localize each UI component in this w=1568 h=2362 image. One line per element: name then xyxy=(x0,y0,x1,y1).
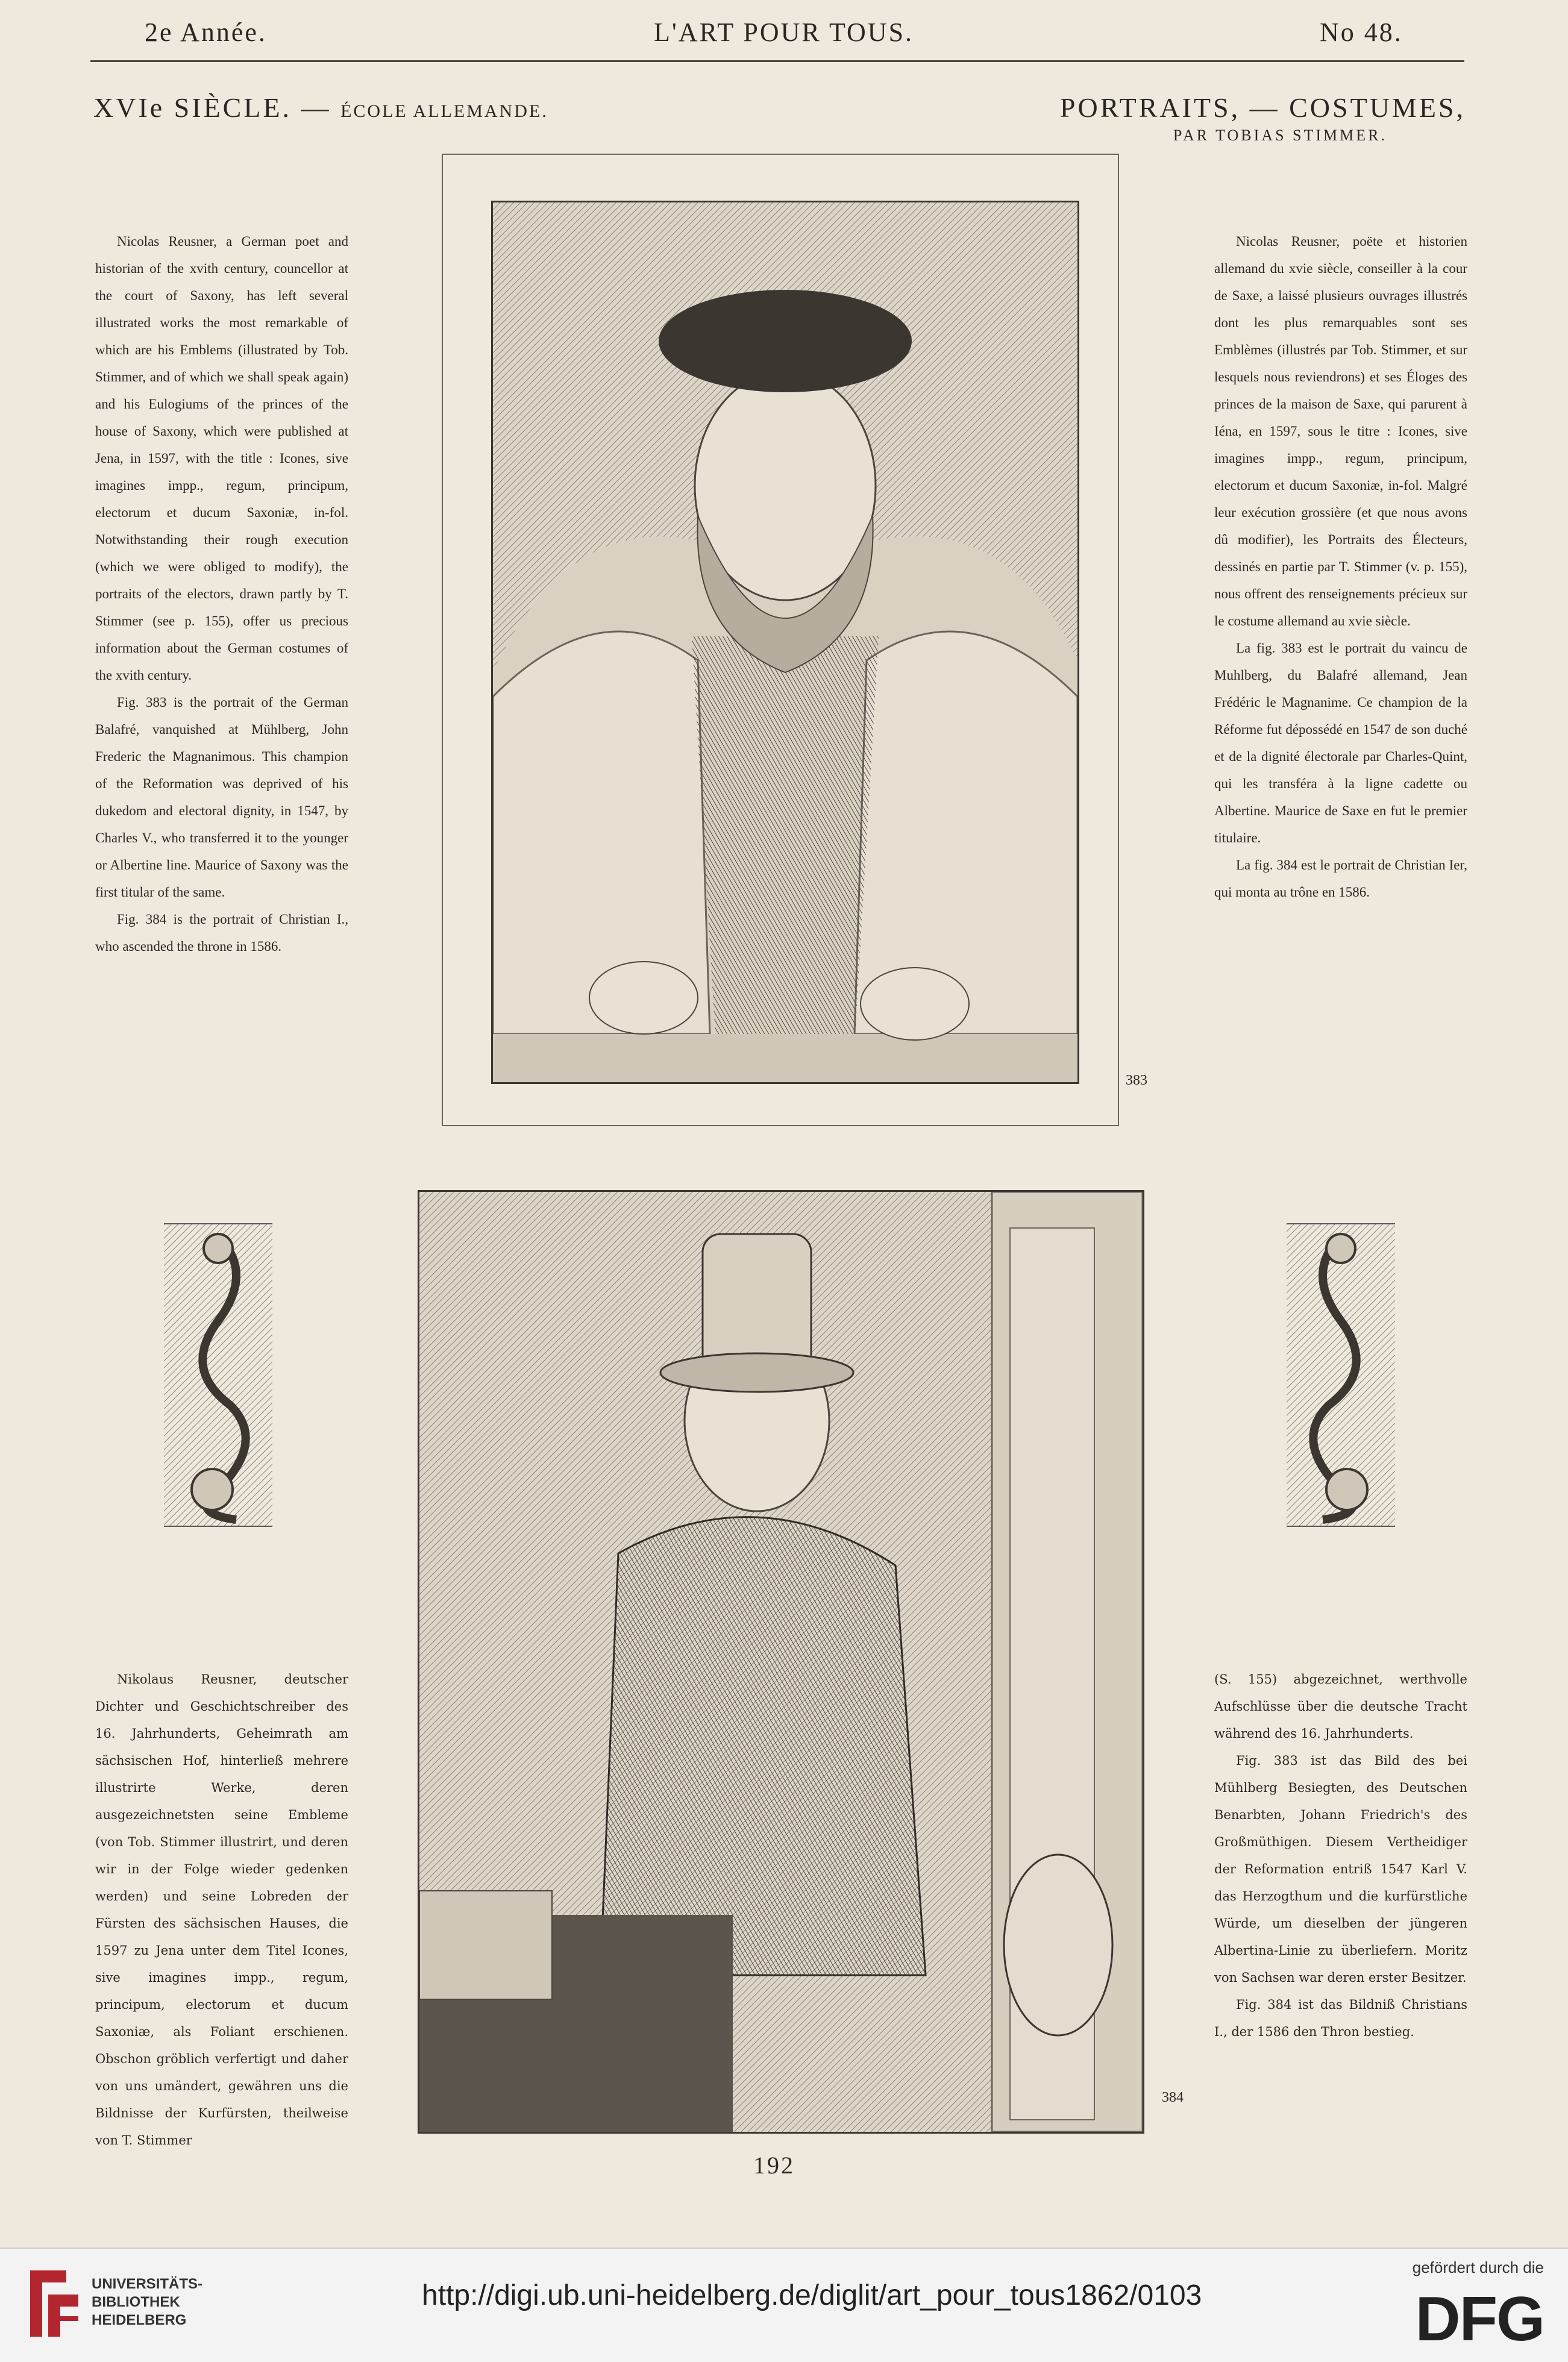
english-para: Fig. 384 is the portrait of Christian I., who ascended the throne in 1586. xyxy=(95,912,348,954)
section-byline: PAR TOBIAS STIMMER. xyxy=(1173,127,1387,144)
section-left-main: XVIe SIÈCLE. — xyxy=(93,92,331,123)
source-url-link[interactable]: http://digi.ub.uni-heidelberg.de/diglit/art_pour_tous1862/0103 xyxy=(422,2279,1202,2311)
german-column-left xyxy=(95,1666,348,2154)
dfg-logo[interactable]: DFG xyxy=(1415,2284,1544,2354)
portrait-johann-friedrich-image xyxy=(493,202,1077,1082)
library-logo-icon xyxy=(24,2264,84,2343)
french-para: La fig. 384 est le portrait de Christian Ier, qui monta au trône en 1586. xyxy=(1214,857,1467,900)
german-para: Nikolaus Reusner, deutscher Dichter und Geschichtschreiber des 16. Jahrhunderts, Geheimrath am sächsischen Hof, hinterließ mehrere illustrirte Werke, deren ausgezeichnetsten seine Embleme (von Tob. Stimmer illustrirt, und deren wir in der Folge wieder gedenken werden) und seine Lobreden der Fürsten des sächsischen Hauses, die 1597 zu Jena unter dem Titel Icones, sive imagines impp., regum, principum, electorum et ducum Saxoniæ, als Foliant erschienen. Obschon gröblich verfertigt und daher von uns umändert, gewähren uns die Bildnisse der Kurfürsten, theilweise von T. Stimmer xyxy=(95,1672,348,2147)
library-logo[interactable] xyxy=(24,2264,205,2343)
section-left-sub: ÉCOLE ALLEMANDE. xyxy=(340,101,548,121)
german-column-right xyxy=(1214,1666,1467,2046)
english-para: Nicolas Reusner, a German poet and historian of the xvith century, councellor at the court of Saxony, has left several illustrated works the most remarkable of which are his Emblems (illustrated by Tob. Stimmer, and of which we shall speak again) and his Eulogiums of the princes of the house of Saxony, which were published at Jena, in 1597, with the title : Icones, sive imagines impp., regum, principum, electorum et ducum Saxoniæ, in-fol. Notwithstanding their rough execution (which we were obliged to modify), the portraits of the electors, drawn partly by T. Stimmer (see p. 155), offer us precious information about the German costumes of the xvith century. xyxy=(95,234,348,683)
french-column xyxy=(1214,228,1467,906)
header-left: 2e Année. xyxy=(145,17,267,47)
ornament-left xyxy=(164,1223,272,1527)
french-para: La fig. 383 est le portrait du vaincu de Muhlberg, du Balafré allemand, Jean Frédéric le Magnanime. Ce champion de la Réforme fut dépossédé en 1547 de son duché et de la dignité électorale par Charles-Quint, qui les transféra à la ligne cadette ou Albertine. Maurice de Saxe en fut le premier titulaire. xyxy=(1214,641,1467,845)
figure-383-engraving xyxy=(491,201,1079,1084)
figure-383-number: 383 xyxy=(1126,1073,1147,1088)
section-right: PORTRAITS, — COSTUMES, xyxy=(1059,92,1466,123)
page-number: 192 xyxy=(753,2152,795,2179)
german-para: Fig. 383 ist das Bild des bei Mühlberg Besiegten, des Deutschen Benarbten, Johann Friedrich's des Großmüthigen. Diesem Vertheidiger der Reformation entriß 1547 Karl V. das Herzogthum und die kurfürstliche Würde, um dieselben der jüngeren Albertina-Linie zu überliefern. Moritz von Sachsen war deren erster Besitzer. xyxy=(1214,1753,1467,1985)
header-rule xyxy=(90,60,1464,62)
digitization-footer xyxy=(0,2248,1568,2362)
french-para: Nicolas Reusner, poëte et historien allemand du xvie siècle, conseiller à la cour de Saxe, a laissé plusieurs ouvrages illustrés dont les plus remarquables sont ses Emblèmes (illustrés par Tob. Stimmer, et sur lesquels nous reviendrons) et ses Éloges des princes de la maison de Saxe, qui parurent à Iéna, en 1597, sous le titre : Icones, sive imagines impp., regum, principum, electorum et ducum Saxoniæ, in-fol. Malgré leur exécution grossière (et que nous avons dû modifier), les Portraits des Électeurs, dessinés en partie par T. Stimmer (v. p. 155), nous offrent des renseignements précieux sur le costume allemand au xvie siècle. xyxy=(1214,234,1467,628)
figure-384-number: 384 xyxy=(1162,2090,1184,2105)
header-center: L'ART POUR TOUS. xyxy=(654,17,914,47)
english-column xyxy=(95,228,348,960)
german-para: Fig. 384 ist das Bildniß Christians I., der 1586 den Thron bestieg. xyxy=(1214,1997,1467,2039)
english-para: Fig. 383 is the portrait of the German Balafré, vanquished at Mühlberg, John Frederic the Magnanimous. This champion of the Reformation was deprived of his dukedom and electoral dignity, in 1547, by Charles V., who transferred it to the younger or Albertine line. Maurice of Saxony was the first titular of the same. xyxy=(95,695,348,900)
ornament-right xyxy=(1287,1223,1395,1527)
german-para: (S. 155) abgezeichnet, werthvolle Aufschlüsse über die deutsche Tracht während des 16. Jahrhunderts. xyxy=(1214,1672,1467,1741)
section-left xyxy=(93,92,548,124)
portrait-christian-i-image xyxy=(419,1192,1143,2132)
header-right: No 48. xyxy=(1320,17,1403,47)
figure-384-engraving xyxy=(418,1190,1144,2134)
library-name: UNIVERSITÄTS- BIBLIOTHEK HEIDELBERG xyxy=(92,2276,203,2328)
funding-label: gefördert durch die xyxy=(1412,2258,1544,2276)
